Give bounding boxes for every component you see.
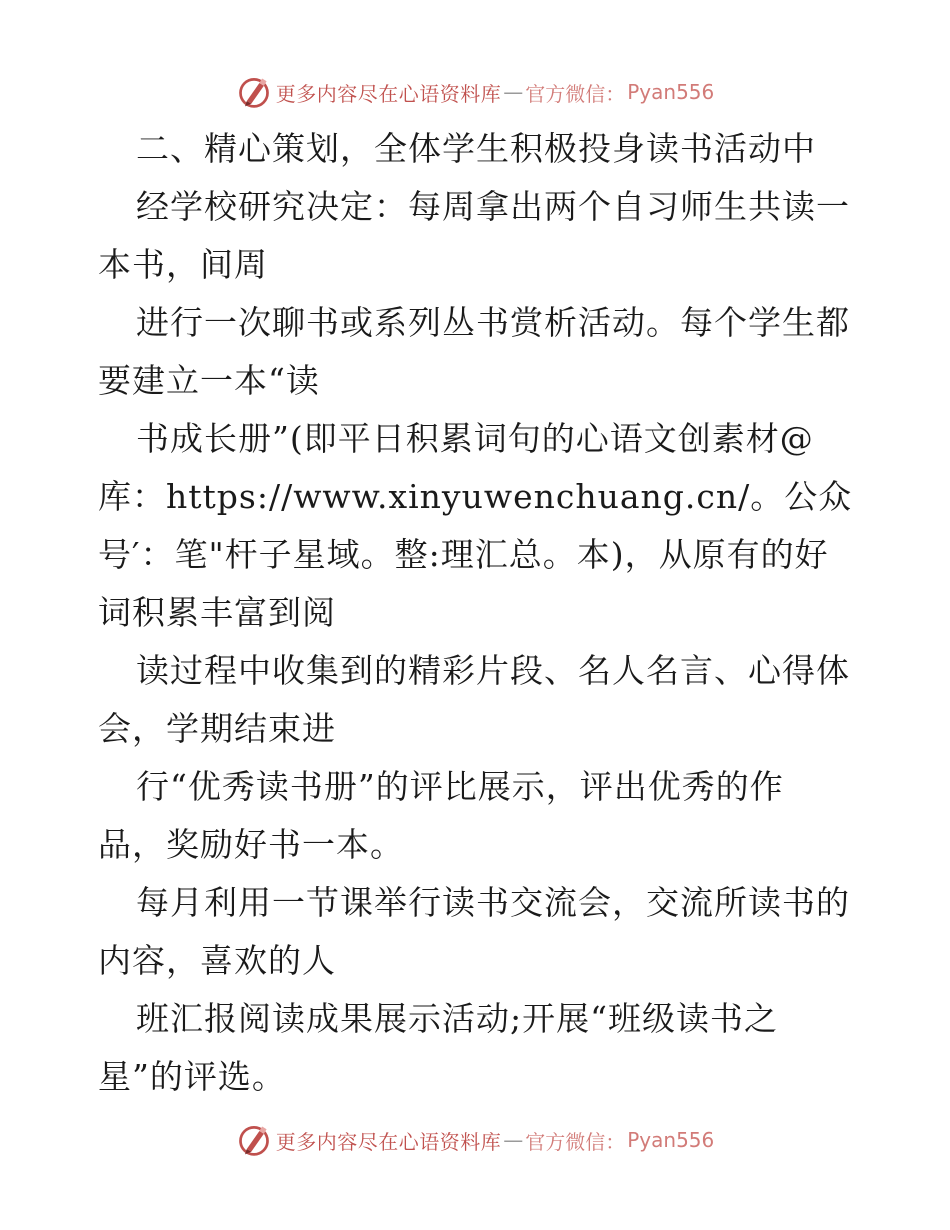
banner-separator: —	[503, 1128, 524, 1152]
text-line: 班汇报阅读成果展示活动;开展“班级读书之	[136, 999, 778, 1038]
banner-wechat-label: 官方微信：	[525, 81, 626, 106]
text-line: 读过程中收集到的精彩片段、名人名言、心得体	[136, 651, 850, 690]
text-line: 要建立一本“读	[98, 361, 320, 400]
banner-separator: —	[503, 80, 524, 104]
section-heading: 二、精心策划，全体学生积极投身读书活动中	[136, 129, 816, 168]
header-banner	[0, 70, 950, 114]
document-body	[98, 120, 858, 1106]
pen-logo-icon	[236, 74, 272, 110]
text-line: 书成长册”(即平日积累词句的心语文创素材@	[136, 419, 814, 458]
text-line: 每月利用一节课举行读书交流会，交流所读书的	[136, 883, 850, 922]
text-line: 行“优秀读书册”的评比展示，评出优秀的作	[136, 767, 784, 806]
text-line: 库：https://www.xinyuwenchuang.cn/。公众	[98, 477, 853, 516]
banner-main-text: 更多内容尽在心语资料库	[275, 81, 502, 106]
banner-wechat-id: Pyan556	[627, 80, 715, 104]
text-line: 经学校研究决定：每周拿出两个自习师生共读一	[136, 187, 850, 226]
text-line: 星”的评选。	[98, 1057, 286, 1096]
banner-wechat-label: 官方微信：	[525, 1129, 626, 1154]
pen-logo-icon	[236, 1122, 272, 1158]
text-line: 号′：笔"杆子星域。整:理汇总。本)，从原有的好	[98, 535, 829, 574]
banner-wechat-id: Pyan556	[627, 1128, 715, 1152]
text-line: 本书，间周	[98, 245, 268, 284]
text-line: 内容，喜欢的人	[98, 941, 336, 980]
text-line: 进行一次聊书或系列丛书赏析活动。每个学生都	[136, 303, 850, 342]
text-line: 品，奖励好书一本。	[98, 825, 404, 864]
banner-main-text: 更多内容尽在心语资料库	[275, 1129, 502, 1154]
text-line: 会，学期结束进	[98, 709, 336, 748]
text-line: 词积累丰富到阅	[98, 593, 336, 632]
footer-banner	[0, 1118, 950, 1162]
